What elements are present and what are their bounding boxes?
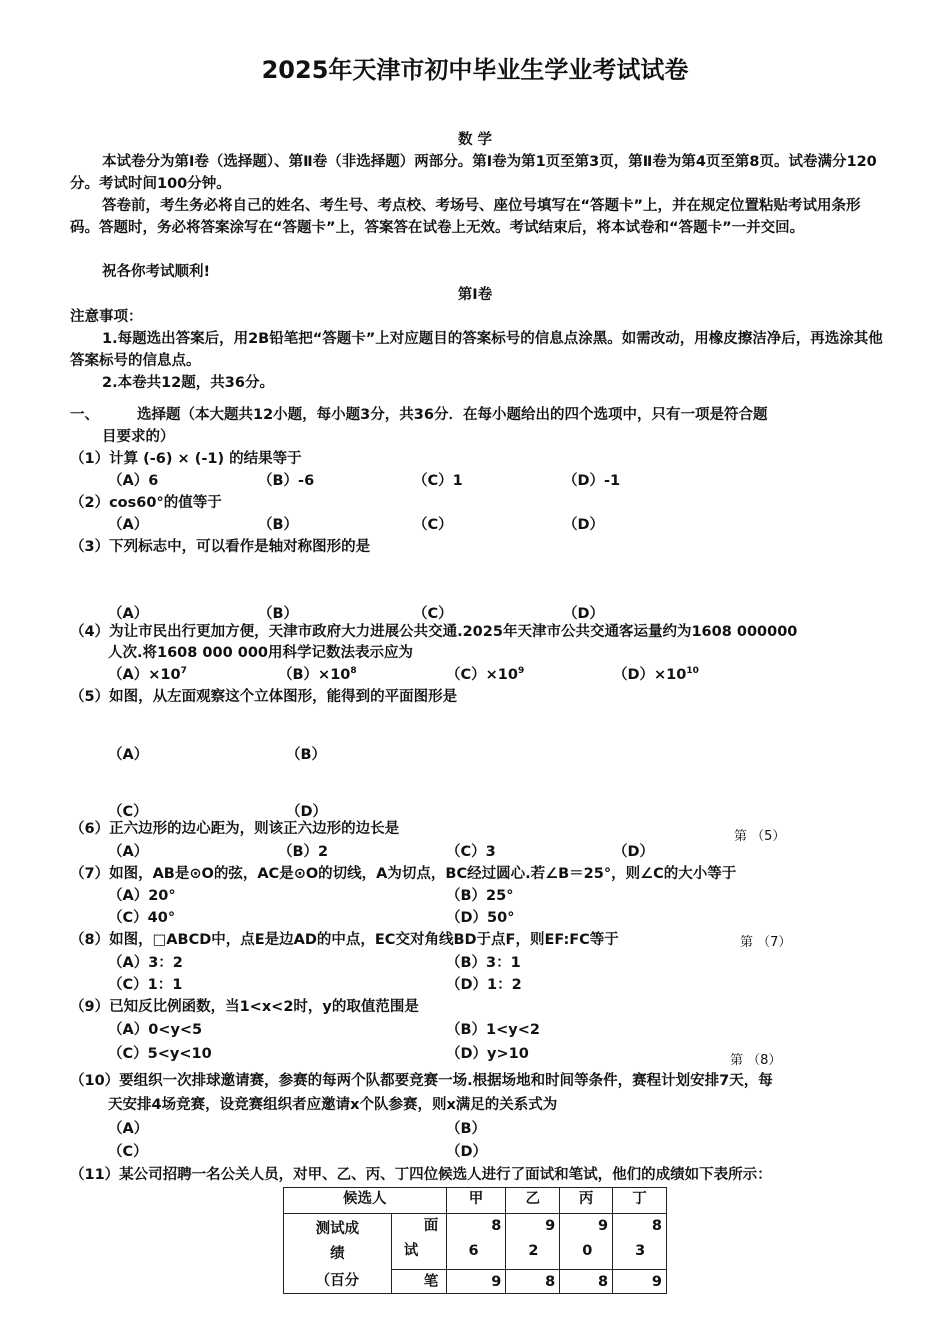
table-cell-written-jia bbox=[446, 1270, 506, 1294]
question-6-stem: （6）正六边形的边心距为，则该正六边形的边长是 bbox=[70, 821, 400, 837]
question-6-option-a: （A） bbox=[108, 844, 149, 860]
question-7-option-b: （B）25° bbox=[446, 888, 514, 904]
question-8-stem: （8）如图，□ABCD中，点E是边AD的中点，EC交对角线BD于点F，则EF:FC等于 bbox=[70, 932, 619, 948]
figure-8-caption: 第 （8） bbox=[730, 1053, 782, 1068]
question-4-option-b: $(B)\times 10^8$ bbox=[278, 666, 357, 683]
question-9-option-b: （B）1<y<2 bbox=[446, 1022, 540, 1038]
table-row-label-line-1: 测试成 bbox=[315, 1221, 360, 1237]
question-3-option-c: （C） bbox=[413, 606, 453, 622]
table-header-ding: 丁 bbox=[613, 1188, 667, 1214]
question-5-option-d: （D） bbox=[286, 804, 328, 820]
question-10-stem-line-2: 天安排4场竞赛，设竞赛组织者应邀请x个队参赛，则x满足的关系式为 bbox=[108, 1097, 558, 1113]
table-cell-digit: 3 bbox=[635, 1243, 646, 1259]
table-header-jia: 甲 bbox=[446, 1188, 506, 1214]
page-title: 2025年天津市初中毕业生学业考试试卷 bbox=[261, 56, 689, 84]
question-5-option-b: （B） bbox=[286, 747, 327, 763]
table-row-interview bbox=[284, 1214, 667, 1270]
question-5-option-c: （C） bbox=[108, 804, 148, 820]
question-6-option-c: （C）3 bbox=[446, 844, 496, 860]
note-2: 2.本卷共12题，共36分。 bbox=[102, 375, 274, 391]
question-11-stem: （11）某公司招聘一名公关人员，对甲、乙、丙、丁四位候选人进行了面试和笔试，他们的成绩如下表所示： bbox=[70, 1167, 772, 1183]
table-label-shi: 试 bbox=[403, 1243, 419, 1259]
table-cell-digit: 8 bbox=[651, 1218, 662, 1234]
table-row-label-line-3: （百分 bbox=[315, 1273, 360, 1289]
question-6-option-b: （B）2 bbox=[278, 844, 329, 860]
question-10-option-b: （B） bbox=[446, 1121, 487, 1137]
question-1-option-d: （D）-1 bbox=[563, 473, 621, 489]
question-8-option-c: （C）1：1 bbox=[108, 977, 183, 993]
table-cell-digit: 8 bbox=[598, 1274, 609, 1290]
question-3-stem: （3）下列标志中，可以看作是轴对称图形的是 bbox=[70, 539, 371, 555]
table-cell-written-yi bbox=[506, 1270, 560, 1294]
table-header-candidate: 候选人 bbox=[284, 1188, 447, 1214]
question-9-stem: （9）已知反比例函数，当1<x<2时，y的取值范围是 bbox=[70, 999, 419, 1015]
question-7-option-c: （C）40° bbox=[108, 910, 176, 926]
subject-heading: 数 学 bbox=[457, 132, 493, 148]
score-table bbox=[283, 1187, 667, 1294]
table-cell-digit: 0 bbox=[582, 1243, 593, 1259]
intro-wish: 祝各你考试顺利! bbox=[102, 264, 211, 280]
table-cell-digit: 9 bbox=[545, 1218, 556, 1234]
question-2-option-b: （B） bbox=[258, 517, 299, 533]
intro-paragraph-1: 本试卷分为第Ⅰ卷（选择题）、第Ⅱ卷（非选择题）两部分。第Ⅰ卷为第1页至第3页，第Ⅱ卷为第4页至第8页。试卷满分120分。考试时间100分钟。 bbox=[70, 154, 877, 192]
question-4-stem-line-2: 人次.将1608 000 000用科学记数法表示应为 bbox=[108, 645, 413, 661]
volume-heading: 第Ⅰ卷 bbox=[457, 287, 493, 303]
note-1: 1.每题选出答案后，用2B铅笔把“答题卡”上对应题目的答案标号的信息点涂黑。如需改动，用橡皮擦洁净后，再选涂其他答案标号的信息点。 bbox=[70, 331, 883, 369]
table-cell-interview-jia bbox=[446, 1214, 506, 1270]
question-2-option-d: （D） bbox=[563, 517, 605, 533]
question-9-option-d: （D）y>10 bbox=[446, 1046, 529, 1062]
question-10-stem-line-1: （10）要组织一次排球邀请赛，参赛的每两个队都要竞赛一场.根据场地和时间等条件，赛程计划安排7天，每 bbox=[70, 1073, 773, 1089]
question-8-option-a: （A）3：2 bbox=[108, 955, 183, 971]
table-cell-written-ding bbox=[613, 1270, 667, 1294]
figure-5-caption: 第 （5） bbox=[734, 829, 786, 844]
question-7-option-d: （D）50° bbox=[446, 910, 515, 926]
table-row-label-line-2: 绩 bbox=[330, 1246, 345, 1262]
table-cell-digit: 9 bbox=[491, 1274, 502, 1290]
question-5-stem: （5）如图，从左面观察这个立体图形，能得到的平面图形是 bbox=[70, 689, 458, 705]
question-10-option-d: （D） bbox=[446, 1144, 488, 1160]
table-cell-digit: 8 bbox=[491, 1218, 502, 1234]
question-4-option-a: $(A)\times 10^7$ bbox=[108, 666, 187, 683]
question-9-option-a: （A）0<y<5 bbox=[108, 1022, 203, 1038]
question-7-stem: （7）如图，AB是⊙O的弦，AC是⊙O的切线，A为切点，BC经过圆心.若∠B＝25°，则∠C的大小等于 bbox=[70, 866, 737, 882]
question-8-option-b: （B）3：1 bbox=[446, 955, 521, 971]
question-10-option-c: （C） bbox=[108, 1144, 148, 1160]
table-header-yi: 乙 bbox=[506, 1188, 560, 1214]
question-1-option-b: （B）-6 bbox=[258, 473, 315, 489]
question-10-option-a: （A） bbox=[108, 1121, 149, 1137]
section-instructions-line-2: 目要求的） bbox=[102, 429, 175, 445]
table-cell-written-bing bbox=[560, 1270, 613, 1294]
question-2-stem: （2）cos60°的值等于 bbox=[70, 495, 222, 511]
table-header-row bbox=[284, 1188, 667, 1214]
question-2-option-c: （C） bbox=[413, 517, 453, 533]
question-3-option-d: （D） bbox=[563, 606, 605, 622]
table-label-mian: 面 bbox=[423, 1218, 439, 1234]
notes-title: 注意事项： bbox=[70, 309, 143, 325]
question-3-option-b: （B） bbox=[258, 606, 299, 622]
table-cell-digit: 8 bbox=[545, 1274, 556, 1290]
table-cell-interview-bing bbox=[560, 1214, 613, 1270]
question-3-option-a: （A） bbox=[108, 606, 149, 622]
question-1-option-a: （A）6 bbox=[108, 473, 159, 489]
question-8-option-d: （D）1：2 bbox=[446, 977, 522, 993]
intro-paragraph-2: 答卷前，考生务必将自己的姓名、考生号、考点校、考场号、座位号填写在“答题卡”上，并在规定位置粘贴考试用条形码。答题时，务必将答案涂写在“答题卡”上，答案答在试卷上无效。考试结束后，将本试卷和“答题卡”一并交回。 bbox=[70, 198, 861, 236]
question-5-option-a: （A） bbox=[108, 747, 149, 763]
section-number: 一、 bbox=[70, 407, 99, 423]
question-4-stem-line-1: （4）为让市民出行更加方便，天津市政府大力进展公共交通.2025年天津市公共交通客运量约为1608 000000 bbox=[70, 624, 798, 640]
table-cell-digit: 6 bbox=[468, 1243, 479, 1259]
question-1-option-c: （C）1 bbox=[413, 473, 463, 489]
table-cell-interview-label bbox=[391, 1214, 446, 1270]
table-cell-written-label bbox=[391, 1270, 446, 1294]
question-7-option-a: （A）20° bbox=[108, 888, 176, 904]
table-header-bing: 丙 bbox=[560, 1188, 613, 1214]
table-cell-interview-yi bbox=[506, 1214, 560, 1270]
question-6-option-d: （D） bbox=[613, 844, 655, 860]
question-2-option-a: （A） bbox=[108, 517, 149, 533]
table-row-label bbox=[284, 1214, 392, 1294]
question-4-option-c: $(C)\times 10^9$ bbox=[446, 666, 525, 683]
table-cell-digit: 9 bbox=[598, 1218, 609, 1234]
figure-7-caption: 第 （7） bbox=[740, 935, 792, 950]
table-cell-digit: 2 bbox=[528, 1243, 539, 1259]
question-1-stem: （1）计算 (-6) × (-1) 的结果等于 bbox=[70, 451, 302, 467]
table-cell-digit: 9 bbox=[651, 1274, 662, 1290]
question-9-option-c: （C）5<y<10 bbox=[108, 1046, 212, 1062]
section-instructions-line-1: 选择题（本大题共12小题，每小题3分，共36分．在每小题给出的四个选项中，只有一项是符合题 bbox=[137, 407, 768, 423]
table-label-bi: 笔 bbox=[423, 1274, 439, 1290]
question-4-option-d: $(D)\times 10^{10}$ bbox=[613, 666, 699, 683]
table-cell-interview-ding bbox=[613, 1214, 667, 1270]
